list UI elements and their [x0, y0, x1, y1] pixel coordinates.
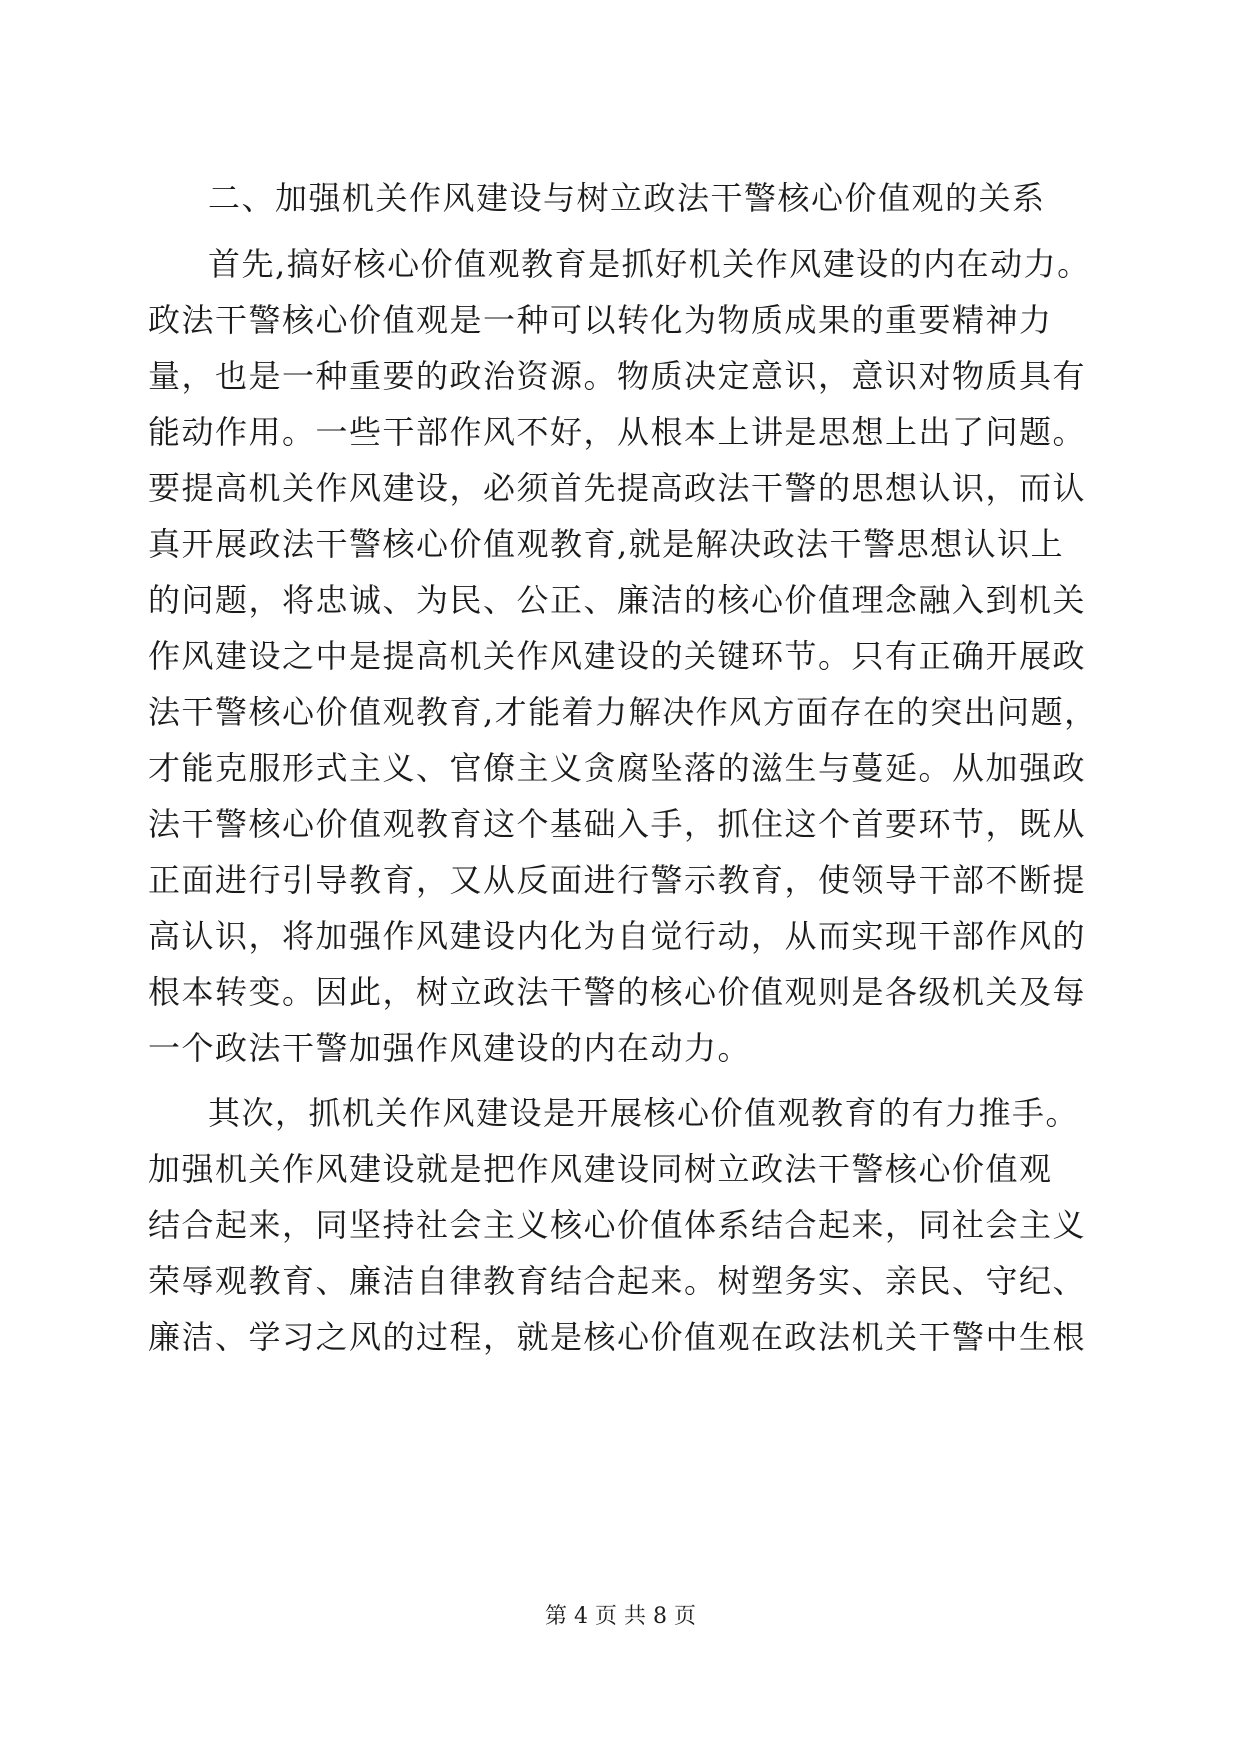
- body-line: 能动作用。一些干部作风不好，从根本上讲是思想上出了问题。: [148, 413, 1087, 451]
- body-line: 政法干警核心价值观是一种可以转化为物质成果的重要精神力: [148, 301, 1053, 339]
- body-line: 一个政法干警加强作风建设的内在动力。: [148, 1029, 752, 1067]
- body-line: 量，也是一种重要的政治资源。物质决定意识，意识对物质具有: [148, 357, 1087, 395]
- body-line: 的问题，将忠诚、为民、公正、廉洁的核心价值理念融入到机关: [148, 581, 1087, 619]
- body-line: 法干警核心价值观教育,才能着力解决作风方面存在的突出问题，: [148, 693, 1098, 731]
- body-line: 法干警核心价值观教育这个基础入手，抓住这个首要环节，既从: [148, 805, 1087, 843]
- body-line: 作风建设之中是提高机关作风建设的关键环节。只有正确开展政: [148, 637, 1087, 675]
- body-line: 要提高机关作风建设，必须首先提高政法干警的思想认识，而认: [148, 469, 1087, 507]
- body-line: 首先,搞好核心价值观教育是抓好机关作风建设的内在动力。: [208, 245, 1091, 283]
- body-line: 荣辱观教育、廉洁自律教育结合起来。树塑务实、亲民、守纪、: [148, 1262, 1087, 1300]
- body-line: 真开展政法干警核心价值观教育,就是解决政法干警思想认识上: [148, 525, 1065, 563]
- body-line: 其次，抓机关作风建设是开展核心价值观教育的有力推手。: [208, 1094, 1080, 1132]
- body-line: 根本转变。因此，树立政法干警的核心价值观则是各级机关及每: [148, 973, 1087, 1011]
- body-line: 高认识，将加强作风建设内化为自觉行动，从而实现干部作风的: [148, 917, 1087, 955]
- section-heading: 二、加强机关作风建设与树立政法干警核心价值观的关系: [208, 179, 1046, 217]
- body-line: 才能克服形式主义、官僚主义贪腐坠落的滋生与蔓延。从加强政: [148, 749, 1087, 787]
- body-line: 廉洁、学习之风的过程，就是核心价值观在政法机关干警中生根: [148, 1318, 1087, 1356]
- body-line: 正面进行引导教育，又从反面进行警示教育，使领导干部不断提: [148, 861, 1087, 899]
- body-line: 结合起来，同坚持社会主义核心价值体系结合起来，同社会主义: [148, 1206, 1087, 1244]
- page-number-footer: 第 4 页 共 8 页: [545, 1604, 696, 1629]
- body-line: 加强机关作风建设就是把作风建设同树立政法干警核心价值观: [148, 1150, 1053, 1188]
